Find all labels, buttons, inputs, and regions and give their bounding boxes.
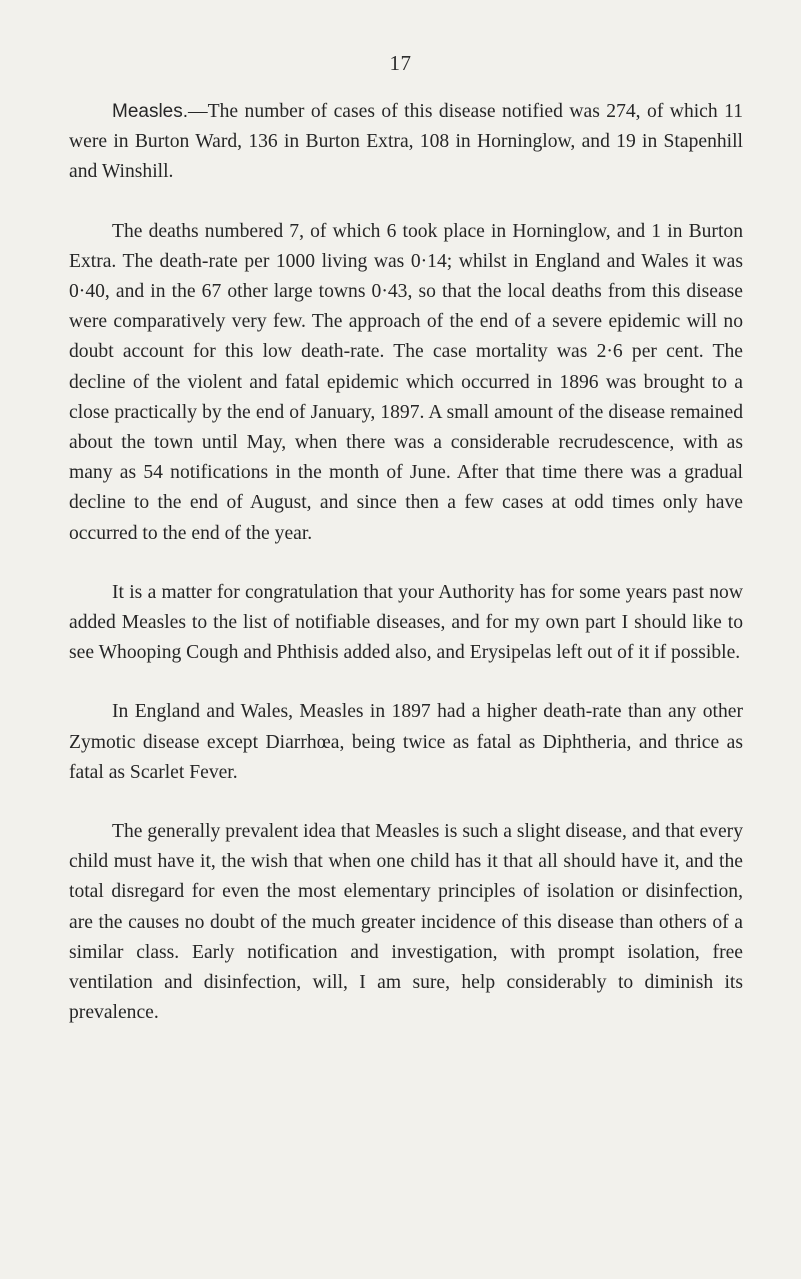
body-text [69, 97, 743, 1028]
paragraph-prevalence: The generally prevalent idea that Measles is such a slight disease, and that every child must have it, the wish that when one child has it that all should have it, and the total disregard for even the most elementary principles of isolation or disinfection, are the causes no doubt of the much greater incidence of this disease than others of a similar class. Early notification and investigation, with prompt isolation, free ventilation and disinfection, will, I am sure, help considerably to diminish its prevalence. [69, 821, 743, 1024]
page-number: 17 [389, 51, 412, 75]
paragraph-england-wales: In England and Wales, Measles in 1897 had a higher death-rate than any other Zymotic disease except Diarrhœa, being twice as fatal as Diphtheria, and thrice as fatal as Scarlet Fever. [69, 701, 743, 783]
paragraph-notifiable-diseases: It is a matter for congratulation that your Authority has for some years past now added Measles to the list of notifiable diseases, and for my own part I should like to see Whooping Cough and Phthisis added also, and Erysipelas left out of it if possible. [69, 581, 743, 664]
paragraph-deaths: The deaths numbered 7, of which 6 took place in Horninglow, and 1 in Burton Extra. The death-rate per 1000 living was 0·14; whilst in England and Wales it was 0·40, and in the 67 other large towns 0·43, so that the local deaths from this disease were comparatively very few. The approach of the end of a severe epidemic will no doubt account for this low death-rate. The case mortality was 2·6 per cent. The decline of the violent and fatal epidemic which occurred in 1896 was brought to a close practically by the end of January, 1897. A small amount of the disease remained about the town until May, when there was a considerable recrudescence, with as many as 54 notifications in the month of June. After that time there was a gradual decline to the end of August, and since then a few cases at odd times only have occurred to the end of the year. [69, 220, 743, 544]
paragraph-text: —The number of cases of this disease notified was 274, of which 11 were in Burton Ward, 136 in Burton Extra, 108 in Horninglow, and 19 in Stapenhill and Winshill. [69, 101, 743, 183]
section-heading-measles: Measles. [112, 101, 189, 122]
paragraph-measles-cases [69, 97, 743, 188]
